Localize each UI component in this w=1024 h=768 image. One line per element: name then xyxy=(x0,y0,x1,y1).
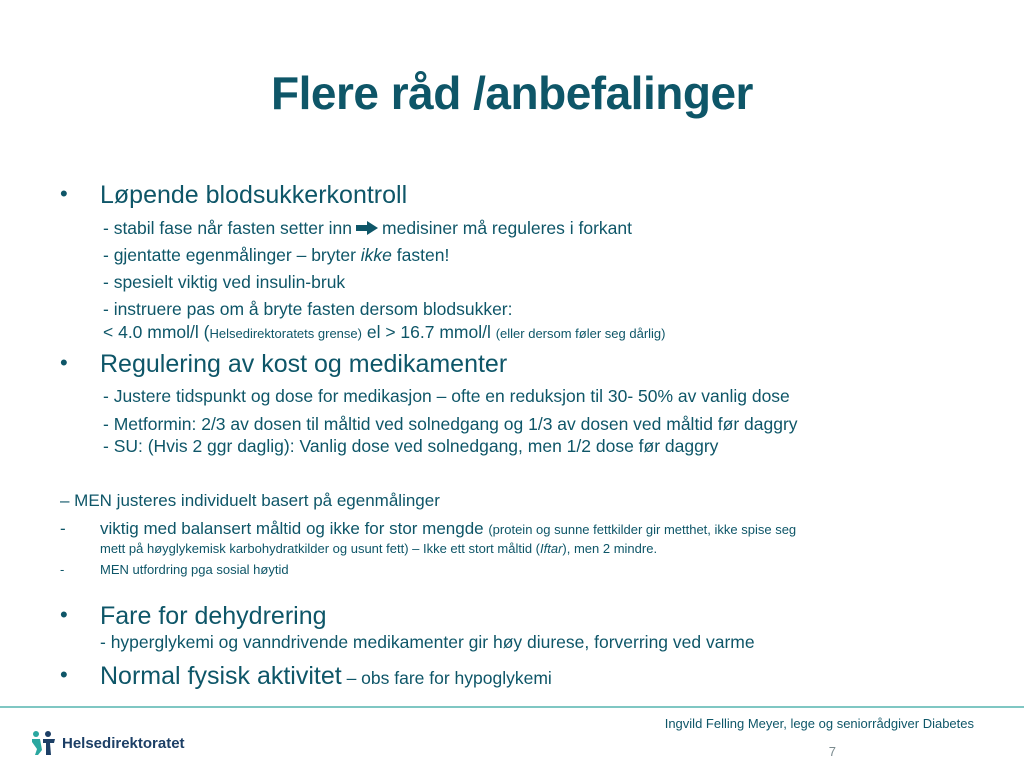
sub-line xyxy=(103,322,666,343)
helsedirektoratet-logo xyxy=(30,729,185,757)
small-text: Helsedirektoratets grense) xyxy=(209,326,362,341)
bullet-dot: • xyxy=(60,662,68,687)
sub-line: - Justere tidspunkt og dose for medikasjon – ofte en reduksjon til 30- 50% av vanlig dose xyxy=(103,386,790,406)
bullet-label: Fare for dehydrering xyxy=(100,602,327,630)
bullet-blood-sugar xyxy=(60,181,408,210)
bullet-dehydration xyxy=(60,602,327,631)
bullet-dot: • xyxy=(60,350,68,375)
item-text: MEN utfordring pga sosial høytid xyxy=(100,562,289,577)
small-text: mett på høyglykemisk karbohydratkilder og usunt fett) – Ikke ett stort måltid ( xyxy=(100,541,541,556)
sub-text: - stabil fase når fasten setter inn xyxy=(103,218,353,238)
dash-marker: - xyxy=(60,562,65,577)
slide-title: Flere råd /anbefalinger xyxy=(271,67,753,119)
bullet-dot: • xyxy=(60,602,68,627)
men-item-continuation xyxy=(100,541,657,556)
sub-line xyxy=(103,245,449,266)
bullet-label: Regulering av kost og medikamenter xyxy=(100,350,508,378)
men-line: – MEN justeres individuelt basert på egenmålinger xyxy=(60,491,440,510)
footer-author: Ingvild Felling Meyer, lege og seniorrådgiver Diabetes xyxy=(664,716,974,731)
small-text: (protein og sunne fettkilder gir metthet, ikke spise seg xyxy=(488,522,797,537)
bullet-dot: • xyxy=(60,181,68,206)
emphasis-text: ikke xyxy=(360,245,392,265)
bullet-diet-medication xyxy=(60,350,508,379)
small-text: ), men 2 mindre. xyxy=(562,541,658,556)
bullet-label: Normal fysisk aktivitet xyxy=(100,662,342,690)
bullet-suffix: – obs fare for hypoglykemi xyxy=(341,668,552,688)
sub-text: medisiner må reguleres i forkant xyxy=(382,218,632,238)
arrow-right-icon xyxy=(356,221,378,235)
sub-line: - Metformin: 2/3 av dosen til måltid ved solnedgang og 1/3 av dosen ved måltid før daggry xyxy=(103,414,798,434)
sub-text: < 4.0 mmol/l ( xyxy=(103,322,210,342)
logo-text: Helsedirektoratet xyxy=(62,734,185,752)
page-number: 7 xyxy=(828,744,836,759)
logo-figure-icon xyxy=(30,730,58,756)
sub-line xyxy=(103,218,632,239)
sub-text: - gjentatte egenmålinger – bryter xyxy=(103,245,361,265)
small-text: (eller dersom føler seg dårlig) xyxy=(495,326,666,341)
bullet-label: Løpende blodsukkerkontroll xyxy=(100,181,408,209)
sub-line: - instruere pas om å bryte fasten dersom blodsukker: xyxy=(103,299,513,319)
sub-text: el > 16.7 mmol/l xyxy=(361,322,496,342)
sub-line: - spesielt viktig ved insulin-bruk xyxy=(103,272,346,292)
emphasis-text: Iftar xyxy=(540,541,563,556)
footer-divider xyxy=(0,706,1024,708)
sub-line: - hyperglykemi og vanndrivende medikamenter gir høy diurese, forverring ved varme xyxy=(100,632,755,652)
dash-marker: - xyxy=(60,519,66,538)
sub-line: - SU: (Hvis 2 ggr daglig): Vanlig dose ved solnedgang, men 1/2 dose før daggry xyxy=(103,436,719,456)
sub-text: fasten! xyxy=(391,245,450,265)
bullet-physical-activity xyxy=(60,662,552,691)
item-text: viktig med balansert måltid og ikke for stor mengde xyxy=(100,519,489,538)
